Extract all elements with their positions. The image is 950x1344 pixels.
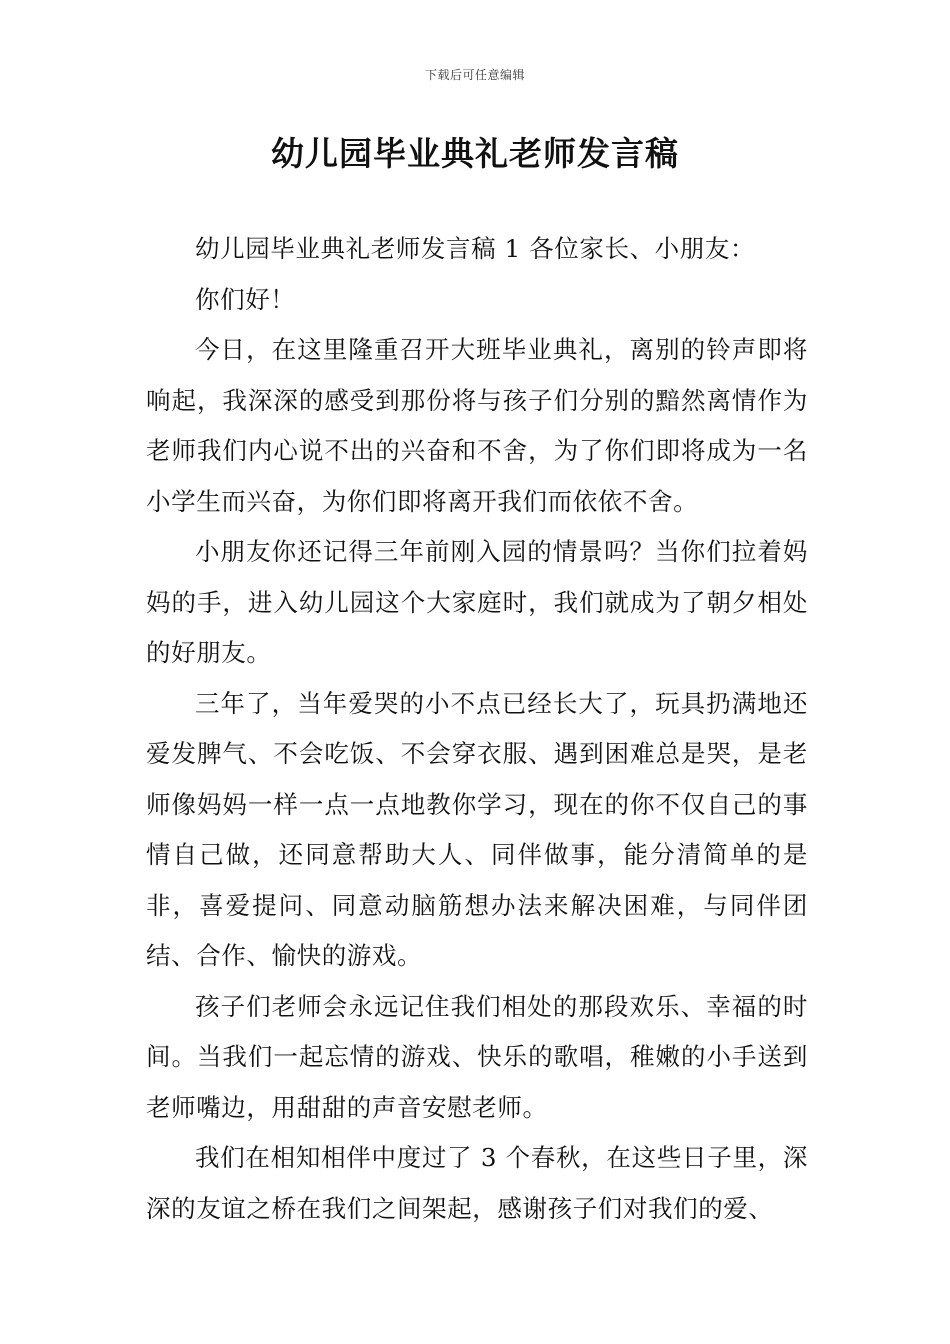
paragraph-4: 小朋友你还记得三年前刚入园的情景吗？当你们拉着妈妈的手，进入幼儿园这个大家庭时，我们就成为了朝夕相处的好朋友。 bbox=[146, 537, 808, 667]
document-body bbox=[146, 224, 808, 1234]
document-title: 幼儿园毕业典礼老师发言稿 bbox=[271, 134, 679, 173]
paragraph-2: 你们好！ bbox=[195, 284, 296, 314]
header-note: 下载后可任意编辑 bbox=[424, 68, 525, 82]
paragraph-6: 孩子们老师会永远记住我们相处的那段欢乐、幸福的时间。当我们一起忘情的游戏、快乐的歌唱，稚嫩的小手送到老师嘴边，用甜甜的声音安慰老师。 bbox=[146, 991, 808, 1122]
paragraph-7: 我们在相知相伴中度过了 3 个春秋，在这些日子里，深深的友谊之桥在我们之间架起，感谢孩子们对我们的爱、 bbox=[146, 1143, 808, 1223]
paragraph-3: 今日，在这里隆重召开大班毕业典礼，离别的铃声即将响起，我深深的感受到那份将与孩子们分别的黯然离情作为老师我们内心说不出的兴奋和不舍，为了你们即将成为一名小学生而兴奋，为你们即将离开我们而依依不舍。 bbox=[146, 335, 808, 516]
paragraph-1: 幼儿园毕业典礼老师发言稿 1 各位家长、小朋友： bbox=[195, 234, 756, 263]
paragraph-5: 三年了，当年爱哭的小不点已经长大了，玩具扔满地还爱发脾气、不会吃饭、不会穿衣服、遇到困难总是哭，是老师像妈妈一样一点一点地教你学习，现在的你不仅自己的事情自己做，还同意帮助大人、同伴做事，能分清简单的是非，喜爱提问、同意动脑筋想办法来解决困难，与同伴团结、合作、愉快的游戏。 bbox=[146, 688, 808, 970]
